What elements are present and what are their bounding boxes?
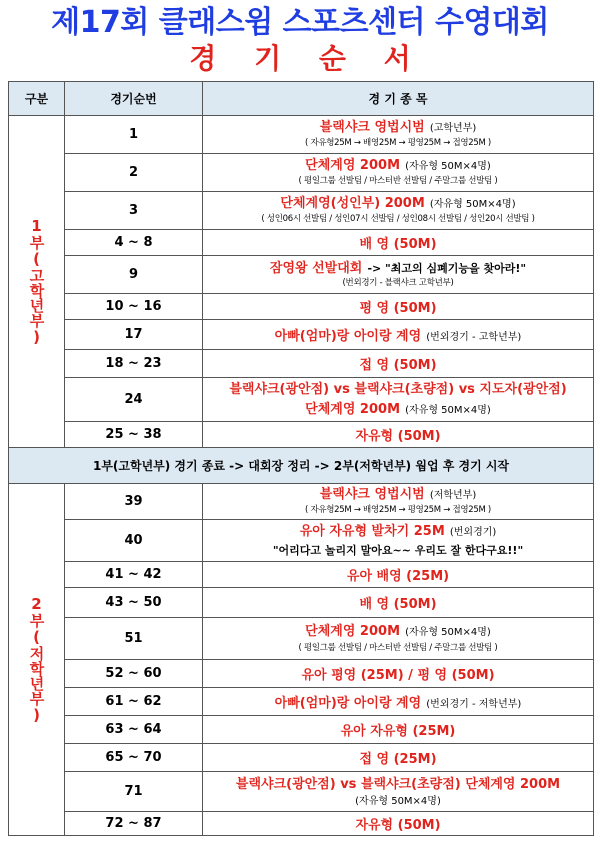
page-subtitle: 경 기 순 서 xyxy=(189,42,425,75)
event-name: 블랙샤크 영법시범 xyxy=(319,120,425,135)
table-row xyxy=(9,772,594,812)
event-cell xyxy=(203,378,594,422)
table-row xyxy=(9,378,594,422)
part2-cell xyxy=(9,484,65,836)
part1-label: 1부(고학년부) xyxy=(27,217,46,346)
table-row xyxy=(9,422,594,448)
order-cell: 9 xyxy=(65,256,203,294)
event-quote: -> "최고의 심폐기능을 찾아라!" xyxy=(367,261,527,275)
event-name: 단체계영 200M xyxy=(305,158,401,173)
order-cell: 25 ~ 38 xyxy=(65,422,203,448)
order-cell: 17 xyxy=(65,320,203,350)
event-cell xyxy=(203,562,594,588)
event-cell xyxy=(203,320,594,350)
event-name: 자유형 (50M) xyxy=(355,429,441,444)
event-note: (자유형 50M×4명) xyxy=(405,405,491,416)
column-header: 경기순번 xyxy=(65,82,203,116)
event-name-secondary: 단체계영 200M xyxy=(305,402,401,417)
event-cell xyxy=(203,484,594,520)
table-row xyxy=(9,154,594,192)
event-detail: ( 자유형25M → 배영25M → 평영25M → 접영25M ) xyxy=(305,138,491,148)
table-row xyxy=(9,256,594,294)
part-divider-row xyxy=(9,448,594,484)
event-name: 유아 자유형 발차기 25M xyxy=(299,524,445,539)
event-note: (자유형 50M×4명) xyxy=(429,199,516,210)
table-row xyxy=(9,230,594,256)
event-cell xyxy=(203,116,594,154)
order-cell: 3 xyxy=(65,192,203,230)
event-name: 배 영 (50M) xyxy=(359,597,437,612)
event-cell xyxy=(203,154,594,192)
order-cell: 43 ~ 50 xyxy=(65,588,203,618)
event-cell xyxy=(203,350,594,378)
event-name: 유아 배영 (25M) xyxy=(346,569,450,584)
event-note: (고학년부) xyxy=(429,123,477,134)
table-row xyxy=(9,588,594,618)
schedule-table xyxy=(8,81,594,836)
table-row xyxy=(9,320,594,350)
event-detail: ( 성인06시 선발팀 / 성인07시 선발팀 / 성인08시 선발팀 / 성인20시 선발팀 ) xyxy=(261,214,535,224)
order-cell: 65 ~ 70 xyxy=(65,744,203,772)
event-name: 단체계영 200M xyxy=(305,624,401,639)
order-cell: 1 xyxy=(65,116,203,154)
event-note: (저학년부) xyxy=(429,490,477,501)
event-name: 블랙샤크(광안점) vs 블랙샤크(초량점) vs 지도자(광안점) xyxy=(229,382,567,397)
event-detail: (번외경기 - 블랙샤크 고학년부) xyxy=(342,277,454,288)
table-row xyxy=(9,562,594,588)
table-row xyxy=(9,192,594,230)
event-cell xyxy=(203,812,594,836)
event-note: (번외경기 - 저학년부) xyxy=(426,699,522,710)
event-cell xyxy=(203,744,594,772)
event-note: (번외경기 - 고학년부) xyxy=(426,332,522,343)
event-cell xyxy=(203,422,594,448)
order-cell: 72 ~ 87 xyxy=(65,812,203,836)
event-cell xyxy=(203,588,594,618)
event-name: 접 영 (50M) xyxy=(359,358,437,373)
event-name: 단체계영(성인부) 200M xyxy=(280,196,425,211)
order-cell: 51 xyxy=(65,618,203,660)
order-cell: 18 ~ 23 xyxy=(65,350,203,378)
table-row xyxy=(9,660,594,688)
part2-label: 2부(저학년부) xyxy=(27,595,46,724)
event-note: (번외경기) xyxy=(449,527,497,538)
event-name: 잠영왕 선발대회 xyxy=(269,260,363,276)
event-cell xyxy=(203,618,594,660)
event-note: (자유형 50M×4명) xyxy=(405,627,491,638)
event-name: 블랙샤크(광안점) vs 블랙샤크(초량점) 단체계영 200M xyxy=(235,777,561,792)
page-title: 제17회 클래스윔 스포츠센터 수영대회 xyxy=(51,5,549,40)
table-row xyxy=(9,744,594,772)
part1-cell xyxy=(9,116,65,448)
event-cell xyxy=(203,716,594,744)
order-cell: 39 xyxy=(65,484,203,520)
table-row xyxy=(9,618,594,660)
event-note: (자유형 50M×4명) xyxy=(405,161,491,172)
order-cell: 40 xyxy=(65,520,203,562)
event-name: 유아 평영 (25M) / 평 영 (50M) xyxy=(301,668,495,683)
event-cell xyxy=(203,772,594,812)
event-cell xyxy=(203,520,594,562)
event-quote: "어리다고 놀리지 말아요~~ 우리도 잘 한다구요!!" xyxy=(272,544,524,557)
table-row xyxy=(9,116,594,154)
order-cell: 52 ~ 60 xyxy=(65,660,203,688)
order-cell: 10 ~ 16 xyxy=(65,294,203,320)
order-cell: 2 xyxy=(65,154,203,192)
event-detail: ( 자유형25M → 배영25M → 평영25M → 접영25M ) xyxy=(305,505,491,515)
column-header: 구분 xyxy=(9,82,65,116)
event-cell xyxy=(203,256,594,294)
event-name: 자유형 (50M) xyxy=(355,818,441,833)
event-name: 블랙샤크 영법시범 xyxy=(319,487,425,502)
order-cell: 71 xyxy=(65,772,203,812)
table-row xyxy=(9,812,594,836)
event-cell xyxy=(203,688,594,716)
part-divider: 1부(고학년부) 경기 종료 -> 대회장 정리 -> 2부(저학년부) 웜업 후 경기 시작 xyxy=(9,448,594,484)
column-header: 경 기 종 목 xyxy=(203,82,594,116)
event-name: 접 영 (25M) xyxy=(359,752,437,767)
event-name: 평 영 (50M) xyxy=(359,301,437,316)
table-row xyxy=(9,294,594,320)
order-cell: 41 ~ 42 xyxy=(65,562,203,588)
table-row xyxy=(9,484,594,520)
event-name: 아빠(엄마)랑 아이랑 계영 xyxy=(274,329,422,344)
table-row xyxy=(9,688,594,716)
table-row xyxy=(9,520,594,562)
event-cell xyxy=(203,230,594,256)
event-detail: (자유형 50M×4명) xyxy=(355,796,441,807)
table-row xyxy=(9,716,594,744)
event-name: 배 영 (50M) xyxy=(359,237,437,252)
order-cell: 4 ~ 8 xyxy=(65,230,203,256)
table-row xyxy=(9,350,594,378)
event-detail: ( 평일그룹 선발팀 / 마스터반 선발팀 / 주말그룹 선발팀 ) xyxy=(298,176,498,186)
table-header-row xyxy=(9,82,594,116)
order-cell: 63 ~ 64 xyxy=(65,716,203,744)
event-detail: ( 평일그룹 선발팀 / 마스터반 선발팀 / 주말그룹 선발팀 ) xyxy=(298,643,498,653)
event-name: 아빠(엄마)랑 아이랑 계영 xyxy=(274,696,422,711)
event-cell xyxy=(203,294,594,320)
event-cell xyxy=(203,192,594,230)
event-cell xyxy=(203,660,594,688)
order-cell: 24 xyxy=(65,378,203,422)
event-name: 유아 자유형 (25M) xyxy=(340,724,456,739)
order-cell: 61 ~ 62 xyxy=(65,688,203,716)
